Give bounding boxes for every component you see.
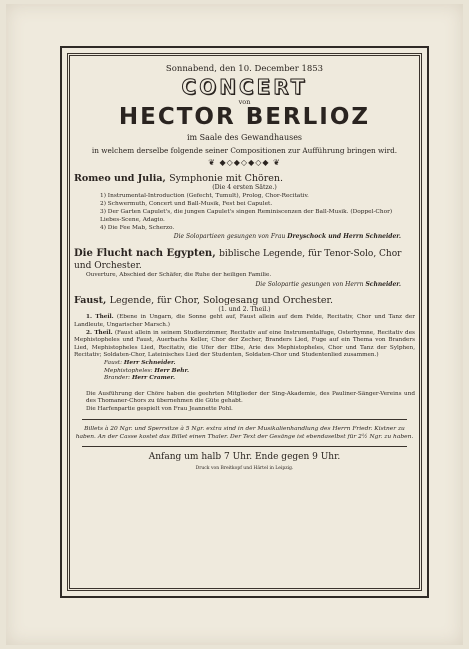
cast-row bbox=[104, 360, 415, 368]
faust-subtitle: Legende, für Chor, Sologesang und Orchester. bbox=[109, 295, 333, 306]
flucht-soloist-name: Schneider. bbox=[365, 281, 401, 288]
performance-notes bbox=[74, 391, 415, 414]
harp-note: Die Harfenpartie gespielt von Frau Jeannette Pohl. bbox=[86, 405, 233, 412]
list-item: 4) Die Fee Mab, Scherzo. bbox=[100, 225, 175, 232]
flucht-subtitle: biblische Legende, für Tenor-Solo, Chor und Orchester. bbox=[74, 249, 402, 272]
romeo-soloists-prefix: Die Solopartieen gesungen von Frau bbox=[173, 233, 286, 241]
faust-part-1 bbox=[74, 314, 415, 329]
faust-parts: (1. und 2. Theil.) bbox=[218, 306, 271, 313]
list-item: 3) Der Garten Capulet's, die jungen Capulet's singen Reminiscenzen der Ball-Musik. (Doppel-Chor) Liebes-Scene, Adagio. bbox=[100, 209, 393, 224]
romeo-soloists-names: Dreyschock und Herrn Schneider. bbox=[287, 233, 401, 241]
ticket-info: Billets à 20 Ngr. und Sperrsitze à 5 Ngr. extra sind in der Musikalienhandlung des Herrn Friedr. Kistner zu haben. An der Casse kostet das Billet einen Thaler. Der Text der Gesänge ist ebendaselbst für 2½ Ngr. zu haben. bbox=[75, 425, 414, 440]
cast-role: Mephistopheles: bbox=[104, 367, 153, 374]
flucht-soloist bbox=[74, 280, 401, 289]
cast-row bbox=[104, 368, 415, 376]
cast-name: Herr Schneider. bbox=[123, 359, 176, 366]
faust-title: Faust, bbox=[74, 295, 107, 306]
intro-line: in welchem derselbe folgende seiner Compositionen zur Aufführung bringen wird. bbox=[91, 146, 398, 155]
composer-name: HECTOR BERLIOZ bbox=[118, 104, 371, 130]
venue-line: im Saale des Gewandhauses bbox=[186, 133, 303, 142]
faust-title-line bbox=[74, 295, 415, 306]
romeo-title-line bbox=[74, 173, 415, 184]
cast-role: Brander: bbox=[104, 375, 131, 382]
flucht-soloist-prefix: Die Solopartie gesungen von Herrn bbox=[255, 281, 364, 288]
romeo-subtitle: Symphonie mit Chören. bbox=[169, 173, 284, 184]
romeo-soloists bbox=[74, 232, 401, 241]
concert-date: Sonnabend, den 10. December 1853 bbox=[165, 64, 324, 74]
concert-title: CONCERT bbox=[181, 75, 308, 99]
faust-part-2-label: 2. Theil. bbox=[86, 329, 113, 336]
cast-role: Faust: bbox=[104, 359, 123, 366]
printer-credit: Druck von Breitkopf und Härtel in Leipzig. bbox=[195, 465, 294, 471]
ornament-divider: ❦ ◆◇◆◇◆◇◆ ❦ bbox=[208, 158, 281, 167]
faust-part-1-text: (Ebene in Ungarn, die Sonne geht auf, Faust allein auf dem Felde, Recitativ, Chor und Tanz der Landleute, Ungarischer Marsch.) bbox=[74, 314, 415, 328]
flucht-title-line bbox=[74, 248, 415, 272]
cast-name: Herr Behr. bbox=[154, 367, 190, 374]
cast-name: Herr Cramer. bbox=[131, 375, 176, 382]
divider-rule bbox=[82, 446, 407, 447]
faust-part-2 bbox=[74, 330, 415, 360]
flucht-title: Die Flucht nach Egypten, bbox=[74, 248, 216, 260]
romeo-parts: (Die 4 ersten Sätze.) bbox=[212, 184, 277, 191]
start-end-times: Anfang um halb 7 Uhr. Ende gegen 9 Uhr. bbox=[148, 451, 341, 462]
romeo-movement-list bbox=[100, 192, 415, 232]
choir-note: Die Ausführung der Chöre haben die geehrten Mitglieder der Sing-Akademie, des Pauliner-Sänger-Vereins und des Thomaner-Chors zu übernehmen die Güte gehabt. bbox=[86, 390, 415, 405]
faust-part-1-label: 1. Theil. bbox=[86, 314, 114, 321]
flucht-description: Ouverture, Abschied der Schäfer, die Ruhe der heiligen Familie. bbox=[86, 272, 272, 279]
divider-rule bbox=[82, 419, 407, 420]
poster-content bbox=[74, 58, 415, 586]
faust-cast bbox=[104, 360, 415, 383]
list-item: 1) Instrumental-Introduction (Gefecht, Tumult), Prolog, Chor-Recitativ. bbox=[100, 193, 309, 200]
poster-sheet bbox=[6, 4, 463, 645]
romeo-title: Romeo und Julia, bbox=[74, 173, 166, 184]
ornamental-border bbox=[60, 46, 429, 598]
list-item: 2) Schwermuth, Concert und Ball-Musik, Fest bei Capulet. bbox=[100, 201, 273, 208]
von-label: von bbox=[238, 98, 251, 106]
faust-part-2-text: (Faust allein in seinem Studierzimmer, Recitativ auf eine Instrumentalfuge, Osterhymne, Recitativ des Mephistopheles und Faust, Auerbachs Keller, Chor der Zecher, Branders Lied, Fuge auf ein Thema von Branders Lied, Mephistopheles Lied, Recitativ, die Ufer der Elbe, Arie des Mephistopheles, Chor und Tanz der Sylphen, Recitativ; Soldaten-Chor, Lateinisches Lied der Studenten, Soldaten-Chor und Studentenlied zusammen.) bbox=[74, 329, 415, 359]
cast-row bbox=[104, 375, 415, 383]
